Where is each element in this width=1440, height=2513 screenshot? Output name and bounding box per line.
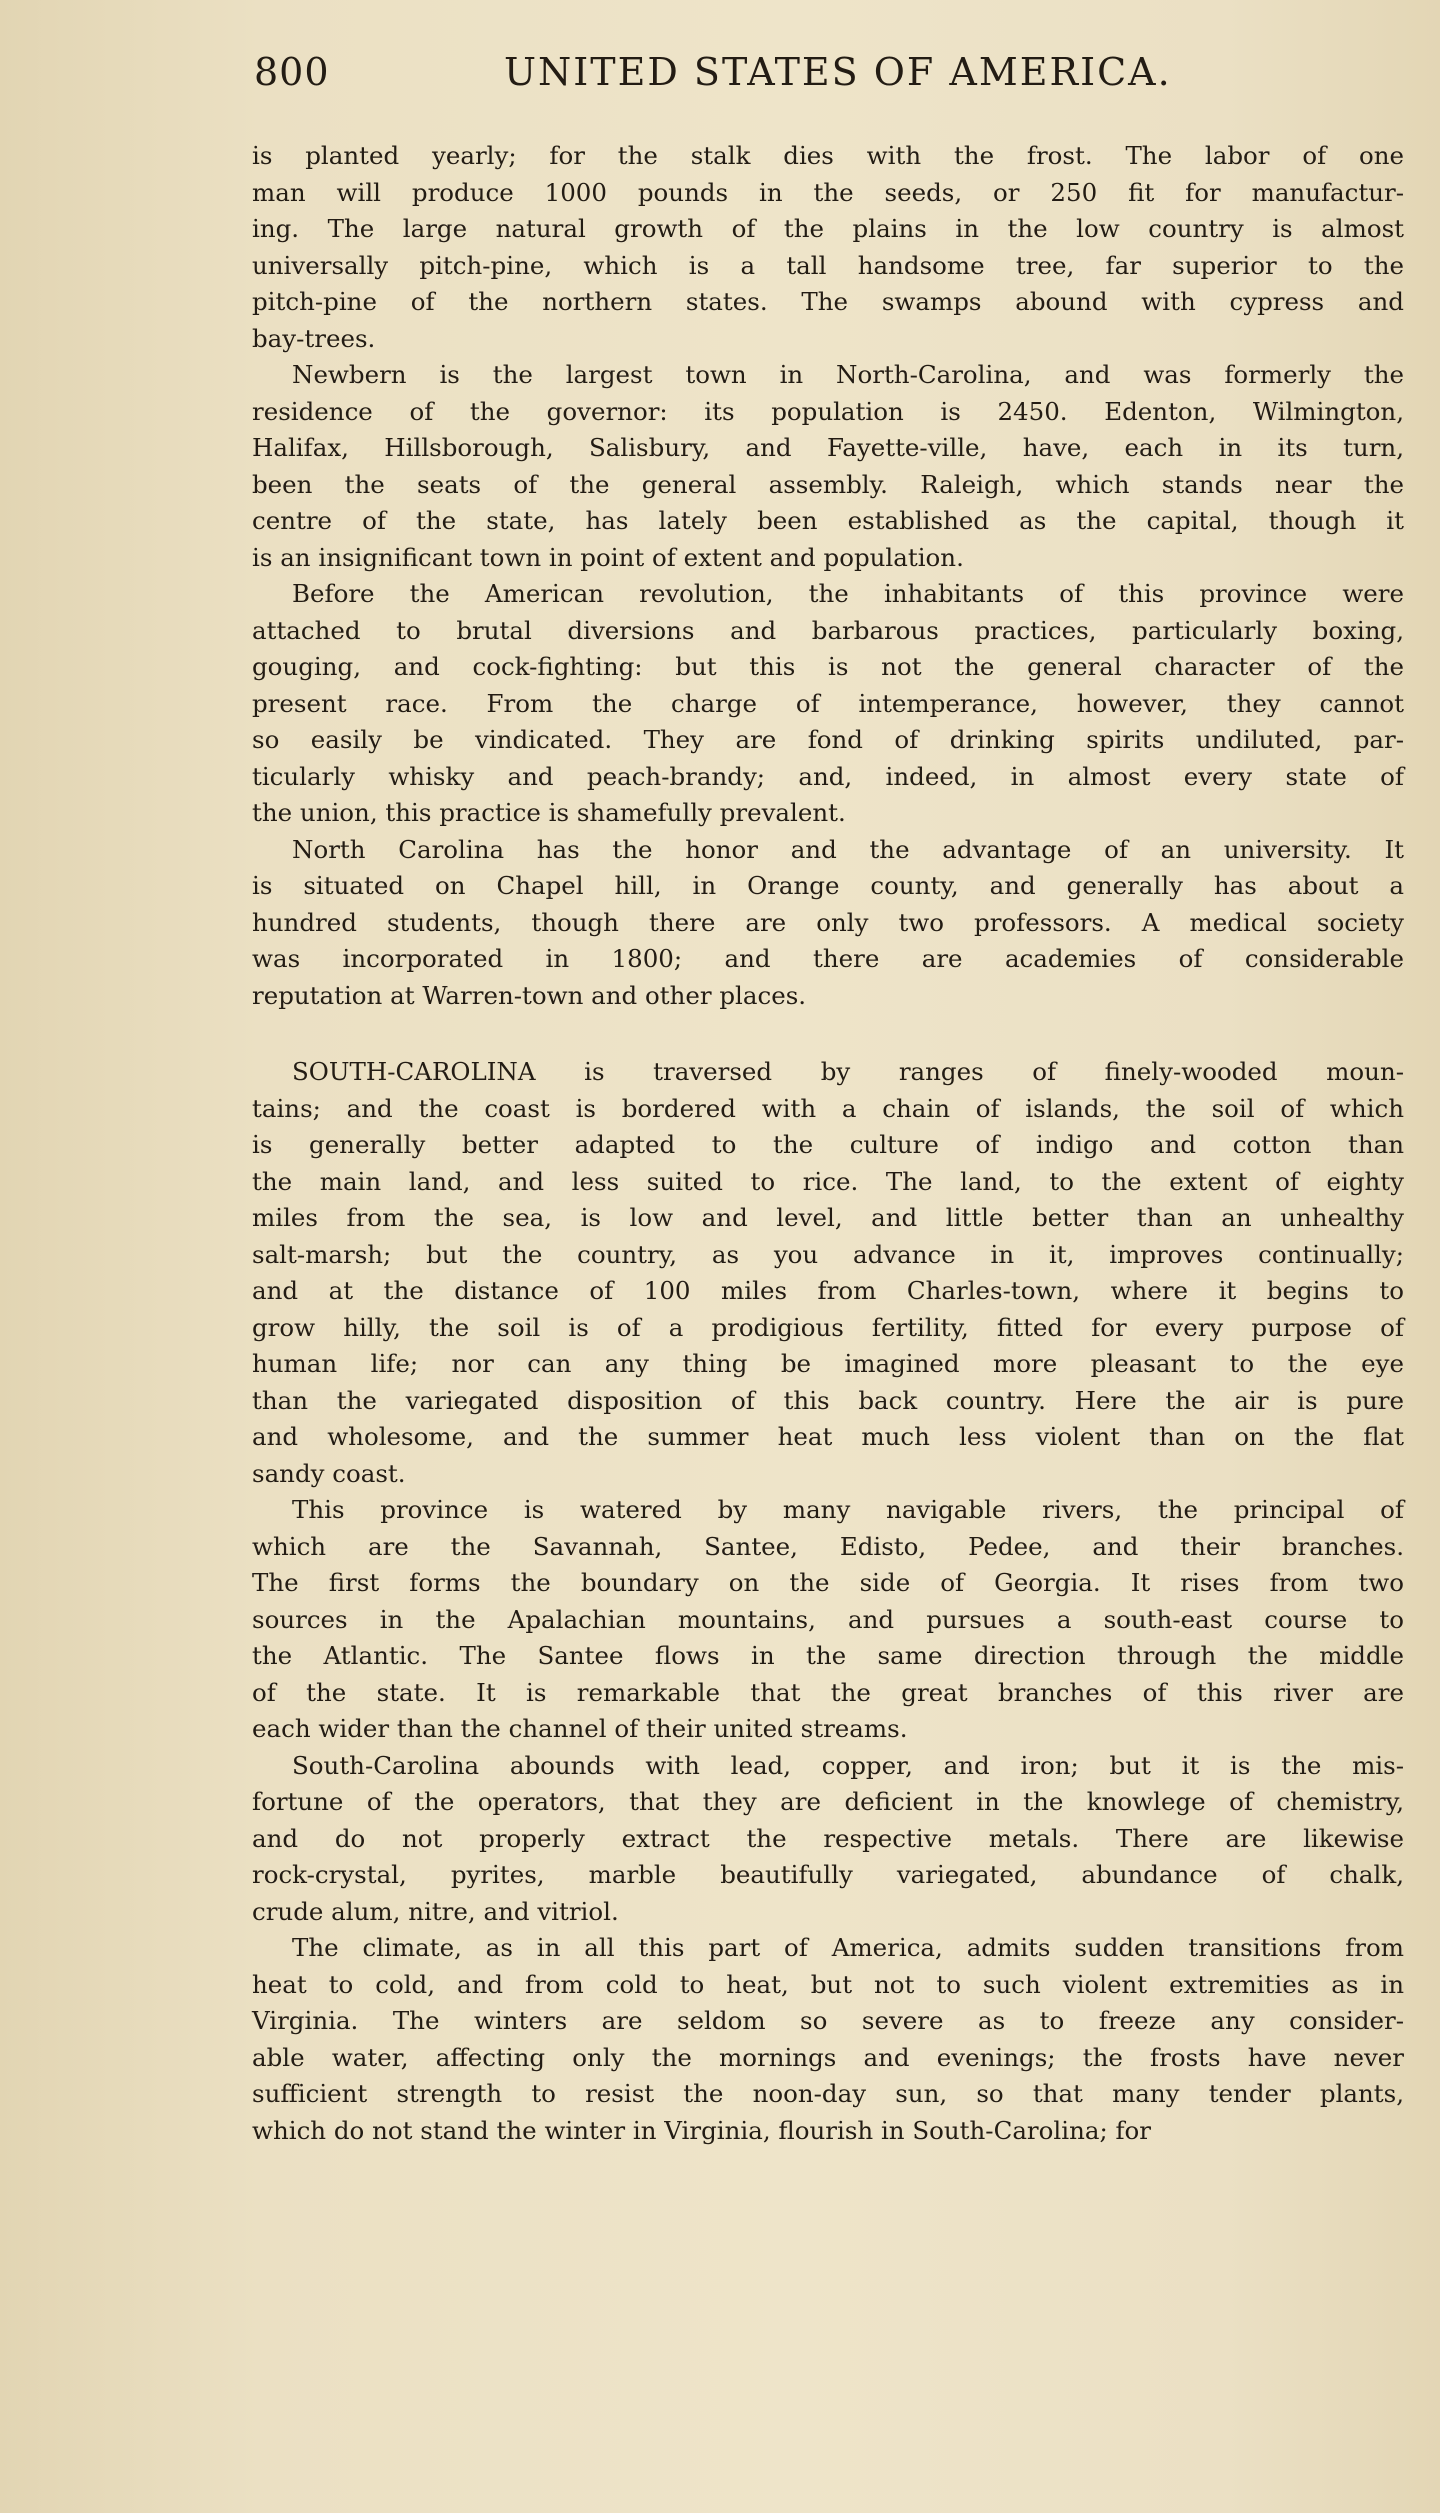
text-line: residence of the governor: its population is 2450. Edenton, Wilmington, bbox=[252, 396, 1404, 426]
text-line: pitch-pine of the northern states. The swamps abound with cypress and bbox=[252, 287, 1404, 316]
text-line: miles from the sea, is low and level, and little better than an unhealthy bbox=[252, 1203, 1404, 1232]
text-line: sufficient strength to resist the noon-day sun, so that many tender plants, bbox=[252, 2079, 1404, 2108]
text-line: Before the American revolution, the inhabitants of this province were bbox=[292, 579, 1404, 608]
paragraph bbox=[252, 1054, 1404, 1492]
running-title: UNITED STATES OF AMERICA. bbox=[504, 50, 1172, 94]
text-line: the main land, and less suited to rice. The land, to the extent of eighty bbox=[252, 1166, 1404, 1196]
paragraph bbox=[252, 832, 1404, 1015]
text-line: sources in the Apalachian mountains, and pursues a south-east course to bbox=[252, 1604, 1404, 1634]
text-line: reputation at Warren-town and other places. bbox=[252, 980, 807, 1010]
text-line: is an insignificant town in point of extent and population. bbox=[252, 542, 964, 572]
section-break bbox=[252, 1014, 1404, 1054]
text-line: the Atlantic. The Santee flows in the same direction through the middle bbox=[252, 1641, 1404, 1670]
text-line: than the variegated disposition of this back country. Here the air is pure bbox=[252, 1385, 1404, 1415]
text-line: crude alum, nitre, and vitriol. bbox=[252, 1896, 619, 1926]
text-line: centre of the state, has lately been established as the capital, though it bbox=[252, 506, 1404, 535]
text-line: present race. From the charge of intemperance, however, they cannot bbox=[252, 688, 1404, 718]
text-line: tains; and the coast is bordered with a chain of islands, the soil of which bbox=[252, 1093, 1404, 1123]
text-line: universally pitch-pine, which is a tall handsome tree, far superior to the bbox=[252, 250, 1404, 280]
text-line: been the seats of the general assembly. Raleigh, which stands near the bbox=[252, 469, 1404, 499]
text-line: and wholesome, and the summer heat much less violent than on the flat bbox=[252, 1422, 1404, 1451]
text-line: rock-crystal, pyrites, marble beautifully variegated, abundance of chalk, bbox=[252, 1860, 1404, 1889]
text-line: and do not properly extract the respective metals. There are likewise bbox=[252, 1823, 1404, 1853]
body-text bbox=[252, 138, 1404, 2149]
paragraph bbox=[252, 357, 1404, 576]
text-line: heat to cold, and from cold to heat, but not to such violent extremities as in bbox=[252, 1969, 1404, 1999]
text-line: able water, affecting only the mornings and evenings; the frosts have never bbox=[252, 2042, 1404, 2072]
text-line: North Carolina has the honor and the advantage of an university. It bbox=[292, 834, 1404, 864]
text-line: which are the Savannah, Santee, Edisto, Pedee, and their branches. bbox=[252, 1531, 1404, 1561]
text-line: ing. The large natural growth of the plains in the low country is almost bbox=[252, 214, 1404, 243]
paragraph bbox=[252, 138, 1404, 357]
text-line: human life; nor can any thing be imagined more pleasant to the eye bbox=[252, 1349, 1404, 1378]
text-line: The first forms the boundary on the side of Georgia. It rises from two bbox=[252, 1568, 1404, 1597]
text-line: South-Carolina abounds with lead, copper, and iron; but it is the mis- bbox=[292, 1750, 1404, 1780]
text-line: gouging, and cock-fighting: but this is not the general character of the bbox=[252, 652, 1404, 681]
text-line: each wider than the channel of their united streams. bbox=[252, 1714, 908, 1743]
text-line: the union, this practice is shamefully prevalent. bbox=[252, 798, 846, 827]
text-line: grow hilly, the soil is of a prodigious fertility, fitted for every purpose of bbox=[252, 1312, 1404, 1342]
text-line: This province is watered by many navigable rivers, the principal of bbox=[292, 1495, 1404, 1524]
text-line: SOUTH-CAROLINA is traversed by ranges of finely-wooded moun- bbox=[292, 1057, 1404, 1086]
text-line: and at the distance of 100 miles from Charles-town, where it begins to bbox=[252, 1276, 1404, 1305]
text-line: Virginia. The winters are seldom so severe as to freeze any consider- bbox=[252, 2006, 1404, 2035]
paragraph bbox=[252, 1930, 1404, 2149]
text-line: attached to brutal diversions and barbarous practices, particularly boxing, bbox=[252, 615, 1404, 645]
page-number: 800 bbox=[254, 50, 330, 94]
text-line: is planted yearly; for the stalk dies with the frost. The labor of one bbox=[252, 141, 1404, 170]
text-line: bay-trees. bbox=[252, 323, 376, 353]
text-line: is generally better adapted to the culture of indigo and cotton than bbox=[252, 1130, 1404, 1159]
text-line: of the state. It is remarkable that the great branches of this river are bbox=[252, 1677, 1404, 1707]
text-line: Newbern is the largest town in North-Carolina, and was formerly the bbox=[292, 360, 1404, 389]
paragraph bbox=[252, 1748, 1404, 1931]
text-line: sandy coast. bbox=[252, 1458, 406, 1488]
text-line: hundred students, though there are only two professors. A medical society bbox=[252, 907, 1404, 937]
paragraph bbox=[252, 576, 1404, 832]
text-line: The climate, as in all this part of America, admits sudden transitions from bbox=[292, 1933, 1404, 1962]
text-line: so easily be vindicated. They are fond of drinking spirits undiluted, par- bbox=[252, 725, 1404, 754]
text-line: Halifax, Hillsborough, Salisbury, and Fayette-ville, have, each in its turn, bbox=[252, 433, 1404, 462]
text-line: was incorporated in 1800; and there are academies of considerable bbox=[252, 944, 1404, 973]
text-line: fortune of the operators, that they are deficient in the knowlege of chemistry, bbox=[252, 1787, 1404, 1816]
text-line: man will produce 1000 pounds in the seeds, or 250 fit for manufactur- bbox=[252, 177, 1404, 207]
text-line: which do not stand the winter in Virginia, flourish in South-Carolina; for bbox=[252, 2115, 1152, 2145]
text-line: ticularly whisky and peach-brandy; and, indeed, in almost every state of bbox=[252, 761, 1404, 791]
paragraph bbox=[252, 1492, 1404, 1748]
text-line: is situated on Chapel hill, in Orange county, and generally has about a bbox=[252, 871, 1404, 900]
text-line: salt-marsh; but the country, as you advance in it, improves continually; bbox=[252, 1239, 1404, 1269]
page-header bbox=[254, 50, 1254, 100]
